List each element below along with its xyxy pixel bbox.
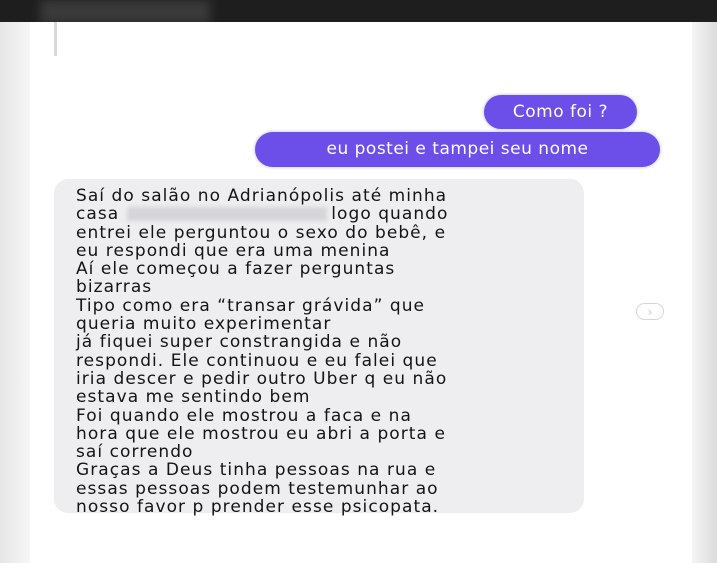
message-line: respondi. Ele continuou e eu falei que [76, 350, 438, 371]
left-edge [0, 22, 30, 563]
message-line: iria descer e pedir outro Uber q eu não [76, 368, 448, 389]
message-line: Graças a Deus tinha pessoas na rua e [76, 460, 437, 481]
message-text: casa [76, 204, 120, 225]
message-line: entrei ele perguntou o sexo do bebê, e [76, 222, 447, 243]
sent-message-text: Como foi ? [512, 101, 609, 122]
sent-message-text: eu postei e tampei seu nome [326, 139, 589, 159]
received-message-bubble[interactable] [54, 179, 584, 518]
redacted-text-blur [127, 207, 327, 221]
message-line: Saí do salão no Adrianópolis até minha [76, 186, 448, 206]
chat-panel [30, 22, 692, 563]
message-line: Tipo como era “transar grávida” que [76, 295, 426, 316]
message-line: queria muito experimentar [76, 314, 332, 335]
message-line: hora que ele mostrou eu abri a porta e [76, 423, 446, 444]
message-line: Foi quando ele mostrou a faca e na [76, 405, 412, 426]
message-line: nosso favor p prender esse psicopata. [76, 497, 440, 518]
message-line: essas pessoas podem testemunhar ao [76, 478, 439, 499]
message-text: logo quando [331, 204, 449, 225]
sent-message-bubble[interactable] [484, 95, 637, 129]
share-glyph: › [647, 304, 653, 319]
top-divider [54, 22, 57, 56]
message-line: eu respondi que era uma menina [76, 240, 391, 261]
blurred-header [40, 0, 210, 24]
message-line: estava me sentindo bem [76, 387, 311, 408]
share-arrow-icon[interactable] [636, 303, 664, 320]
right-edge [692, 22, 717, 563]
message-line: saí correndo [76, 442, 194, 463]
sent-message-bubble[interactable] [255, 132, 660, 167]
message-line-with-redaction [76, 205, 576, 223]
message-line: Aí ele começou a fazer perguntas [76, 259, 396, 280]
message-line: já fiquei super constrangida e não [76, 332, 403, 353]
message-line: bizarras [76, 277, 153, 298]
